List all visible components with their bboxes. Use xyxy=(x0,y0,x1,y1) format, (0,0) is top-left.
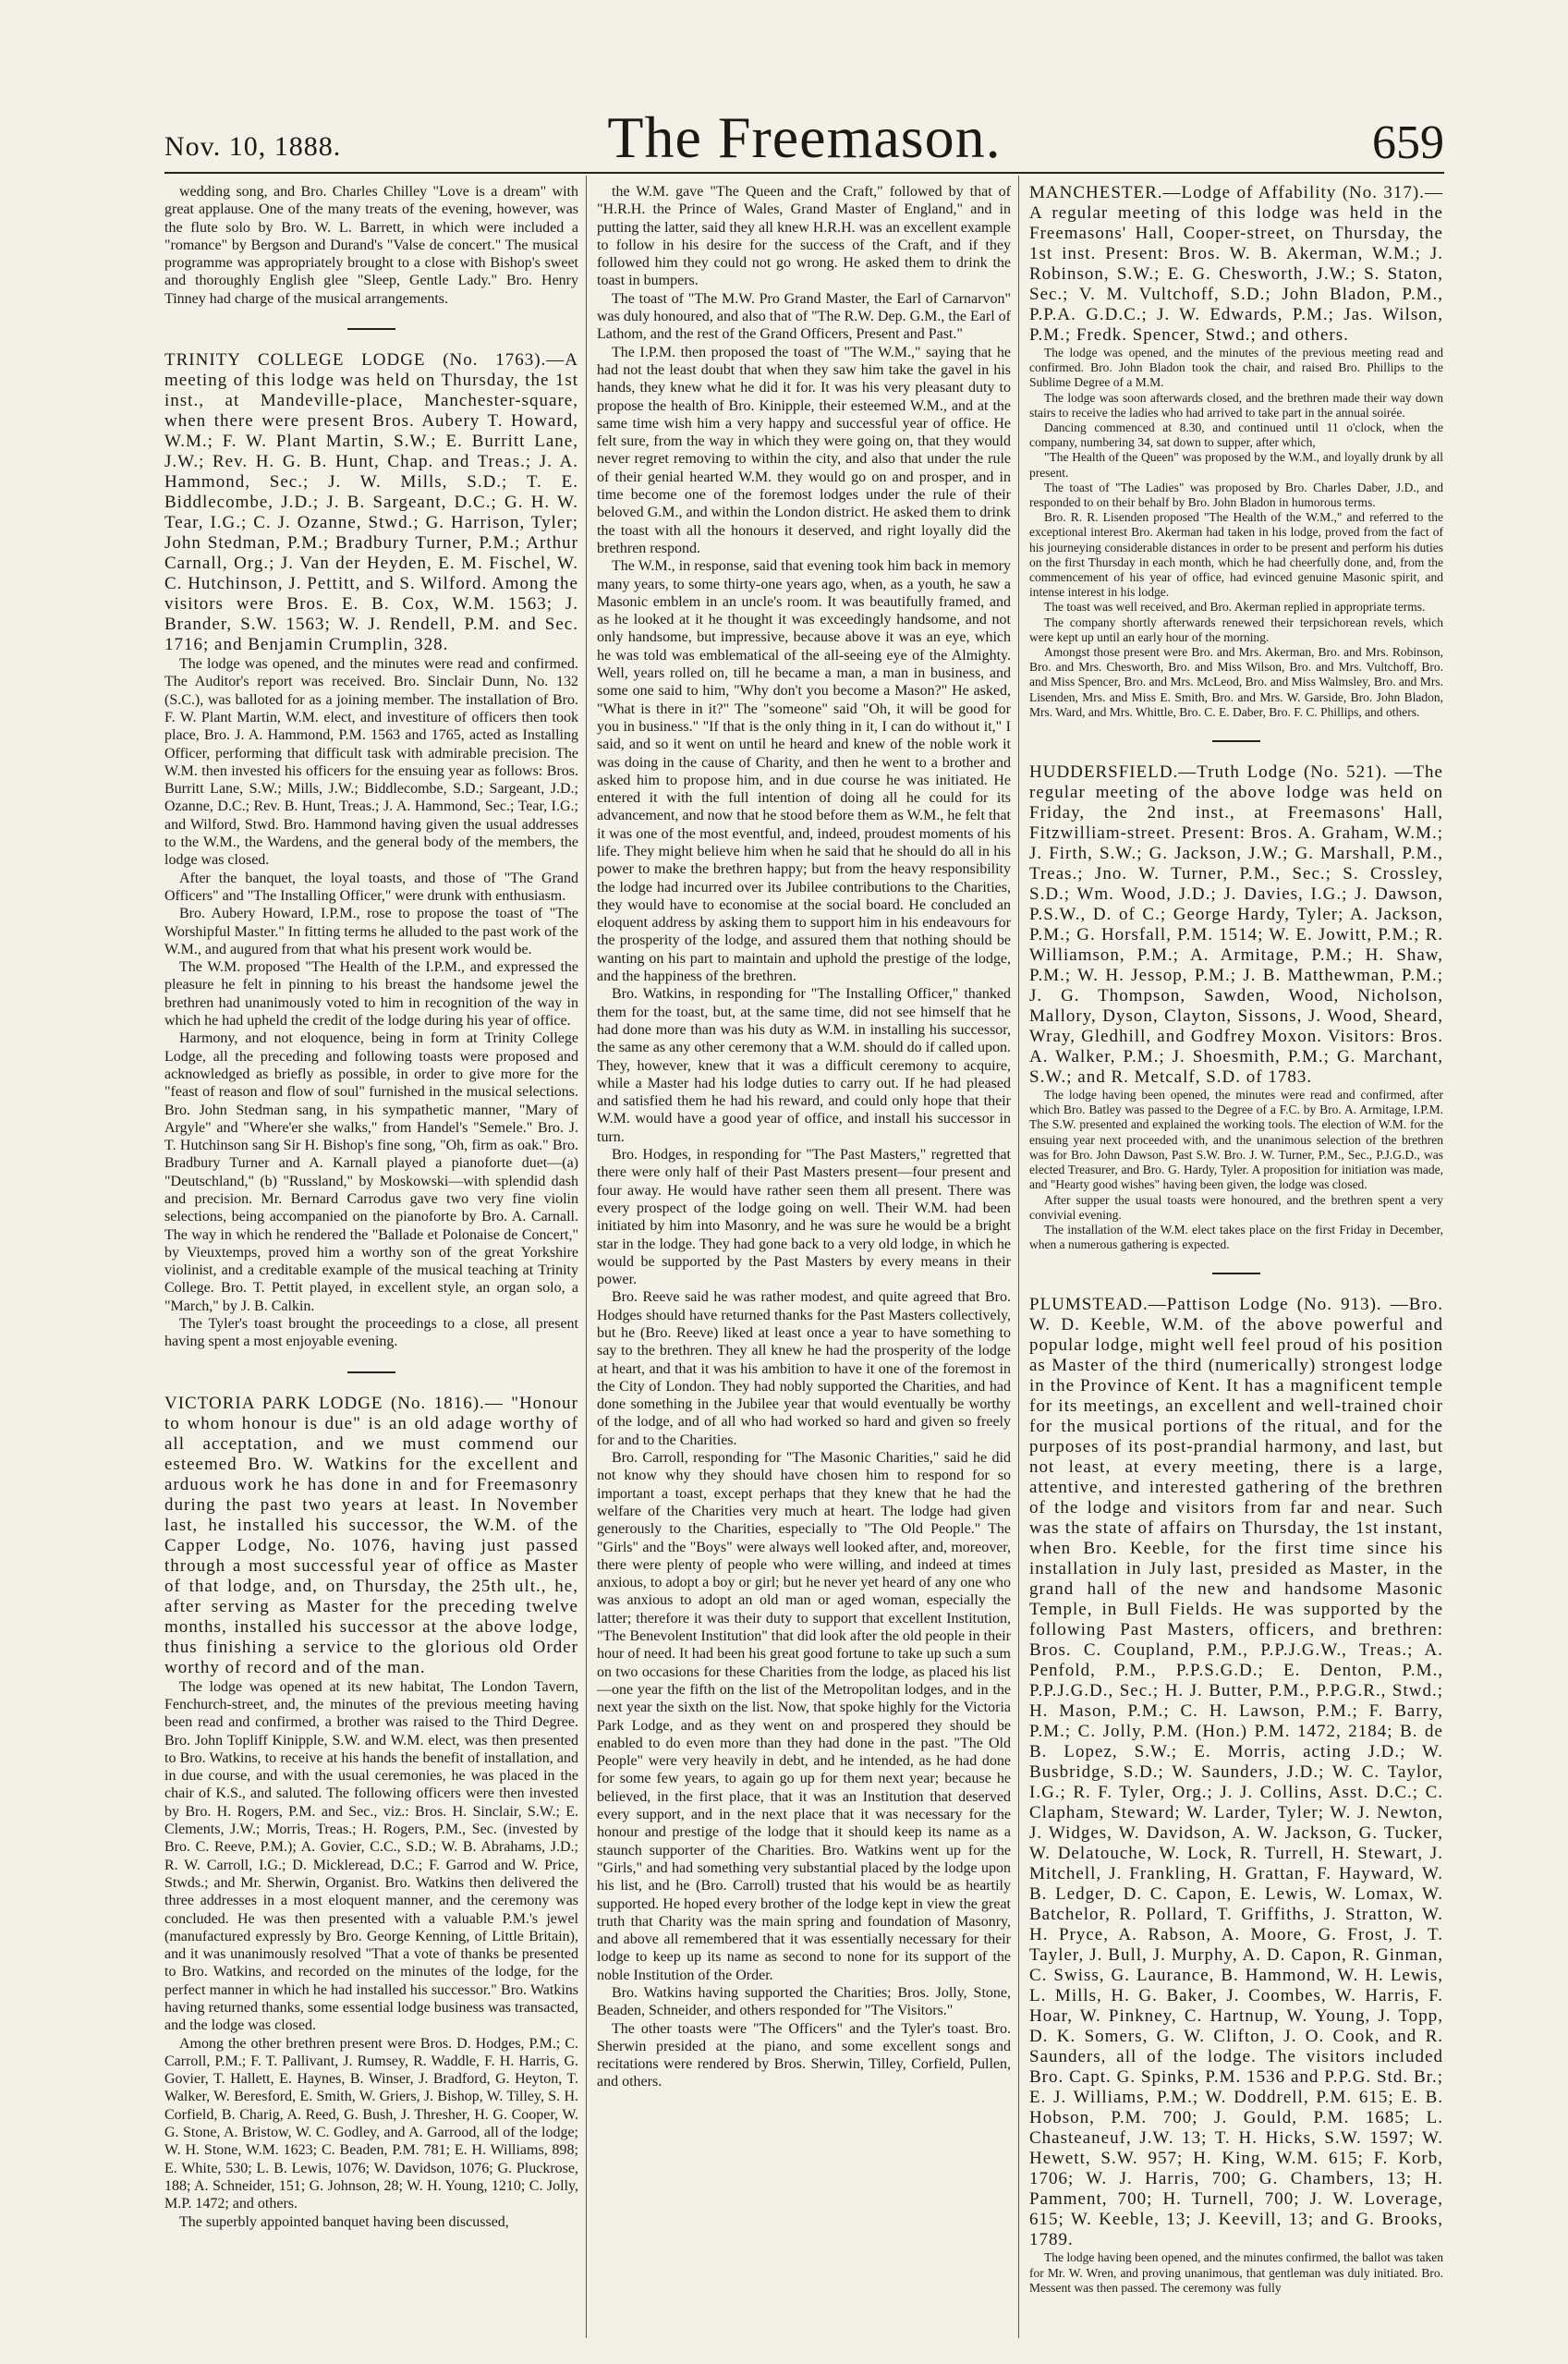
article-paragraph: Bro. R. R. Lisenden proposed "The Health of the W.M.," and referred to the exceptional interest Bro. Akerman had taken in his lodge, proved from the fact of his journeying considerable distances in order to be present and perform his duties on the first Thursday in each month, which he had cheerfully done, and, from the commencement of his year of office, had evinced genuine Masonic spirit, and intense interest in his lodge. xyxy=(1029,510,1443,600)
column-divider xyxy=(586,176,587,2338)
article-paragraph: After the banquet, the loyal toasts, and those of "The Grand Officers" and "The Installing Officer," were drunk with enthusiasm. xyxy=(164,870,578,904)
article-heading-paragraph: MANCHESTER.—Lodge of Affability (No. 317).—A regular meeting of this lodge was held in the Freemasons' Hall, Cooper-street, on Thursday, the 1st inst. Present: Bros. W. B. Akerman, W.M.; J. Robinson, S.W.; E. G. Chesworth, J.W.; S. Staton, Sec.; V. M. Vultchoff, S.D.; John Bladon, P.M., P.P.A. G.D.C.; J. W. Edwards, P.M.; Jas. Wilson, P.M.; Fredk. Spencer, Stwd.; and others. xyxy=(1029,183,1443,345)
article-paragraph: The W.M. proposed "The Health of the I.P.M., and expressed the pleasure he felt in pinning to his breast the handsome jewel the brethren had unanimously voted to him in recognition of the way in which he had upheld the credit of the lodge during his year of office. xyxy=(164,959,578,1030)
article-paragraph: The lodge was opened, and the minutes were read and confirmed. The Auditor's report was received. Bro. Sinclair Dunn, No. 132 (S.C.), was balloted for as a joining member. The installation of Bro. F. W. Plant Martin, W.M. elect, and investiture of officers then took place, Bro. J. A. Hammond, P.M. 1563 and 1765, acted as Installing Officer, performing that difficult task with admirable precision. The W.M. then invested his officers for the ensuing year as follows: Bros. Burritt Lane, S.W.; Mills, J.W.; Biddlecombe, S.D.; Sargeant, J.D.; Ozanne, D.C.; Rev. B. Hunt, Treas.; J. A. Hammond, Sec.; Tear, I.G.; and Wilford, Stwd. Bro. Hammond having given the usual addresses to the W.M., the Wardens, and the general body of the members, the lodge was closed. xyxy=(164,656,578,869)
issue-date: Nov. 10, 1888. xyxy=(164,131,342,162)
article-paragraph: The lodge was opened, and the minutes of the previous meeting read and confirmed. Bro. John Bladon took the chair, and raised Bro. Phillips to the Sublime Degree of a M.M. xyxy=(1029,346,1443,390)
article-paragraph: The W.M., in response, said that evening took him back in memory many years, to some thirty-one years ago, when, as a youth, he saw a Masonic emblem in an uncle's room. It was beautifully framed, and as he looked at it he thought it was exceedingly handsome, and not only handsome, but impressive, because above it was an eye, which he was told was emblematical of the all-seeing eye of the Almighty. Well, years rolled on, till he became a man, a man in business, and some one said to him, "Why don't you become a Mason?" He asked, "What is there in it?" The "someone" said "Oh, it will be good for you in business." "If that is the only thing in it, I can do without it," I said, and so it went on until he heard and knew of the noble work it was doing in the cause of Charity, and then he went to a brother and asked him to propose him, and in due course he was initiated. He entered it with the full intention of doing all he could for its advancement, and now that he stood before them as W.M., he felt that it was one of the most eventful, and, indeed, proudest moments of his life. They might believe him when he said that he should do all in his power to make the brethren happy; but from the heavy responsibility the lodge had incurred over its Jubilee contributions to the Charities, they would have to economise at the social board. He concluded an eloquent address by asking them to support him in his endeavours for the prosperity of the lodge, and assured them that nothing should be wanting on his part to maintain and uphold the prestige of the lodge, and the happiness of the brethren. xyxy=(597,558,1011,985)
article-paragraph: the W.M. gave "The Queen and the Craft," followed by that of "H.R.H. the Prince of Wales, Grand Master of England," and in putting the latter, said they all knew H.R.H. was an excellent example to follow in his desire for the success of the Craft, and if they followed him they could not go wrong. He asked them to drink the toast in bumpers. xyxy=(597,184,1011,289)
article-paragraph: Bro. Carroll, responding for "The Masonic Charities," said he did not know why they should have chosen him to respond for so important a toast, except perhaps that they knew that he had the welfare of the Charities very much at heart. The lodge had given generously to the Charities, especially to "The Old People." The "Girls" and the "Boys" were always well looked after, and, moreover, there were plenty of people who were willing, and indeed at times anxious, to adopt a boy or girl; but he never yet heard of any one who was anxious to adopt an old man or aged woman, especially the latter; therefore it was their duty to support that excellent Institution, "The Benevolent Institution" that did look after the old people in their hour of need. It had been his great good fortune to take up such a sum on two occasions for these Charities from the lodge, as placed his list—one year the fifth on the list of the Metropolitan lodges, and in the next year the sixth on the list. Now, that spoke highly for the Victoria Park Lodge, and as they went on and prospered they should be enabled to do even more than they had done in the past. "The Old People" were very heavily in debt, and he intended, as he had done for some few years, to again go up for them next year; because he believed, in the first place, that it was an Institution that deserved every support, and in the next place that it was necessary for the honour and prestige of the lodge that it should keep its name as a staunch supporter of the Charities. Bro. Watkins went up for the "Girls," and had something very substantial placed by the lodge upon his list, and he (Bro. Carroll) trusted that his would be as heartily supported. He hoped every brother of the lodge kept in view the great truth that Charity was the main spring and foundation of Masonry, and above all remembered that it was essentially necessary for their lodge to keep up its name as second to none for its support of the noble Institution of the Order. xyxy=(597,1450,1011,1983)
article-paragraph: The lodge was soon afterwards closed, and the brethren made their way down stairs to receive the ladies who had arrived to take part in the annual soirée. xyxy=(1029,390,1443,420)
article-paragraph: The installation of the W.M. elect takes place on the first Friday in December, when a numerous gathering is expected. xyxy=(1029,1222,1443,1252)
newspaper-title: The Freemason. xyxy=(607,104,1002,170)
article-paragraph: wedding song, and Bro. Charles Chilley "Love is a dream" with great applause. One of the many treats of the evening, however, was the flute solo by Bro. W. L. Barrett, in which were included a "romance" by Bergson and Durand's "Valse de concert." The musical programme was appropriately brought to a close with Bishop's sweet and thoroughly English glee "Sleep, Gentle Lady." Bro. Henry Tinney had charge of the musical arrangements. xyxy=(164,184,578,307)
masthead xyxy=(164,100,1444,176)
column-1 xyxy=(164,183,578,2332)
page-number: 659 xyxy=(1372,116,1444,169)
masthead-rule xyxy=(164,172,1444,174)
article-paragraph: Bro. Reeve said he was rather modest, and quite agreed that Bro. Hodges should have returned thanks for the Past Masters collectively, but he (Bro. Reeve) liked at least once a year to have something to say to the brethren. They all knew he had the prosperity of the lodge at heart, and that it was his ambition to have it one of the foremost in the City of London. They had nobly supported the Charities, and had done something in the Jubilee year that would eventually be worthy of the lodge, and of all who had worked so hard and given so freely for and to the Charities. xyxy=(597,1289,1011,1448)
article-separator-rule xyxy=(1212,740,1260,742)
article-paragraph: Dancing commenced at 8.30, and continued until 11 o'clock, when the company, numbering 34, sat down to supper, after which, xyxy=(1029,420,1443,450)
article-paragraph: The lodge having been opened, the minutes were read and confirmed, after which Bro. Batley was passed to the Degree of a F.C. by Bro. A. Armitage, I.P.M. The S.W. presented and explained the working tools. The election of W.M. for the ensuing year next proceeded with, and the unanimous selection of the brethren was for Bro. John Dawson, Past S.W. Bro. J. W. Turner, P.M., Sec., P.J.G.D., was elected Treasurer, and Bro. G. Hardy, Tyler. A proposition for initiation was made, and "Hearty good wishes" having been given, the lodge was closed. xyxy=(1029,1088,1443,1192)
article-paragraph: The toast was well received, and Bro. Akerman replied in appropriate terms. xyxy=(1044,600,1426,615)
article-paragraph: Bro. Watkins having supported the Charities; Bros. Jolly, Stone, Beaden, Schneider, and others responded for "The Visitors." xyxy=(597,1984,1011,2019)
article-paragraph: Harmony, and not eloquence, being in form at Trinity College Lodge, all the preceding and following toasts were proposed and acknowledged as briefly as possible, in order to give more for the "feast of reason and flow of soul" furnished in the musical selections. Bro. John Stedman sang, in his sympathetic manner, "Mary of Argyle" and "Where'er she walks," from Handel's "Semele." Bro. J. T. Hutchinson sang Sir H. Bishop's fine song, "Oh, firm as oak." Bro. Bradbury Turner and A. Karnall played a pianoforte duet—(a) "Deutschland," (b) "Russland," by Moskowski—with splendid dash and precision. Mr. Bernard Carrodus gave two very fine violin selections, being accompanied on the pianoforte by Bro. A. Carnall. The way in which he rendered the "Ballade et Polonaise de Concert," by Vieuxtemps, proved him a worthy son of the great Yorkshire violinist, and a creditable example of the musical teaching at Trinity College. Bro. T. Pettit played, in excellent style, an organ solo, a "March," by J. B. Calkin. xyxy=(164,1030,578,1314)
article-heading-paragraph: HUDDERSFIELD.—Truth Lodge (No. 521). —The regular meeting of the above lodge was held on Friday, the 2nd inst., at Freemasons' Hall, Fitzwilliam-street. Present: Bros. A. Graham, W.M.; J. Firth, S.W.; G. Jackson, J.W.; G. Marshall, P.M., Treas.; Jno. W. Turner, P.M., Sec.; S. Crossley, S.D.; Wm. Wood, J.D.; J. Davies, I.G.; J. Dawson, P.S.W., D. of C.; George Hardy, Tyler; A. Jackson, P.M.; G. Horsfall, P.M. 1514; W. E. Jowitt, P.M.; R. Williamson, P.M.; A. Armitage, P.M.; H. Shaw, P.M.; W. H. Jessop, P.M.; J. B. Matthewman, P.M.; J. G. Thompson, Sawden, Wood, Nicholson, Mallory, Dyson, Clayton, Sissons, J. Wood, Sheard, Wray, Gledhill, and Godfrey Moxon. Visitors: Bros. A. Walker, P.M.; J. Shoesmith, P.M.; G. Marchant, S.W.; and R. Metcalf, S.D. of 1783. xyxy=(1029,762,1443,1088)
column-2 xyxy=(597,183,1011,2332)
article-heading-paragraph: VICTORIA PARK LODGE (No. 1816).— "Honour to whom honour is due" is an old adage worthy of all acceptation, and we must commend our esteemed Bro. W. Watkins for the excellent and arduous work he has done in and for Freemasonry during the past two years at least. In November last, he installed his successor, the W.M. of the Capper Lodge, No. 1076, having just passed through a most successful year of office as Master of that lodge, and, on Thursday, the 25th ult., he, after serving as Master for the preceding twelve months, installed his successor at the above lodge, thus finishing a service to the glorious old Order worthy of record and of the man. xyxy=(164,1393,578,1677)
article-paragraph: "The Health of the Queen" was proposed by the W.M., and loyally drunk by all present. xyxy=(1029,450,1443,480)
article-paragraph: Bro. Hodges, in responding for "The Past Masters," regretted that there were only half of their Past Masters present—four present and four away. He would have rather seen them all present. There was every prospect of the lodge going on well. Their W.M. had been initiated by him into Masonry, and he was sure he would be a bright star in the lodge. They had gone back to a very old lodge, in which he would be supported by the Past Masters by every means in their power. xyxy=(597,1147,1011,1288)
article-paragraph: The lodge was opened at its new habitat, The London Tavern, Fenchurch-street, and, the minutes of the previous meeting having been read and confirmed, a brother was raised to the Third Degree. Bro. John Topliff Kinipple, S.W. and W.M. elect, was then presented to Bro. Watkins, to receive at his hands the benefit of installation, and in due course, and with the usual ceremonies, he was placed in the chair of K.S., and saluted. The following officers were then invested by Bro. H. Rogers, P.M. and Sec., viz.: Bros. H. Sinclair, S.W.; E. Clements, J.W.; Morris, Treas.; H. Rogers, P.M., Sec. (invested by Bro. C. Reeve, P.M.); A. Govier, C.C., S.D.; W. B. Abrahams, J.D.; R. W. Carroll, I.G.; D. Mickleread, D.C.; F. Garrod and W. Price, Stwds.; and Mr. Sherwin, Organist. Bro. Watkins then delivered the three addresses in a most eloquent manner, and the ceremony was concluded. He was then presented with a valuable P.M.'s jewel (manufactured expressly by Bro. George Kenning, of Little Britain), and it was unanimously resolved "That a vote of thanks be presented to Bro. Watkins, and recorded on the minutes of the lodge, for the perfect manner in which he had installed his successor." Bro. Watkins having returned thanks, some essential lodge business was transacted, and the lodge was closed. xyxy=(164,1678,578,2034)
article-paragraph: After supper the usual toasts were honoured, and the brethren spent a very convivial evening. xyxy=(1029,1192,1443,1222)
article-paragraph: Among the other brethren present were Bros. D. Hodges, P.M.; C. Carroll, P.M.; F. T. Pallivant, J. Rumsey, R. Waddle, F. H. Harris, G. Govier, T. Hallett, E. Haynes, B. Winser, J. Bradford, G. Heyton, T. Walker, W. Beresford, E. Smith, W. Griers, J. Bishop, W. Tilley, S. H. Corfield, B. Charig, A. Reed, G. Bush, J. Thresher, H. G. Cooper, W. G. Stone, A. Bristow, W. C. Godley, and A. Garrood, all of the lodge; W. H. Stone, W.M. 1623; C. Beaden, P.M. 781; E. H. Williams, 898; E. White, 530; L. B. Lewis, 1076; W. Davidson, 1076; G. Pluckrose, 188; A. Schneider, 151; G. Johnson, 28; W. H. Young, 1210; C. Jolly, M.P. 1472; and others. xyxy=(164,2035,578,2212)
article-heading-paragraph: PLUMSTEAD.—Pattison Lodge (No. 913). —Bro. W. D. Keeble, W.M. of the above powerful and popular lodge, might well feel proud of his position as Master of the third (numerically) strongest lodge in the Province of Kent. It has a magnificent temple for its meetings, an excellent and well-trained choir for the musical portions of the ritual, and for the purposes of its post-prandial harmony, and last, but not least, at every meeting, there is a large, attentive, and interested gathering of the brethren of the lodge and visitors from far and near. Such was the state of affairs on Thursday, the 1st instant, when Bro. Keeble, for the first time since his installation in July last, presided as Master, in the grand hall of the new and handsome Masonic Temple, in Bull Fields. He was supported by the following Past Masters, officers, and brethren: Bros. C. Coupland, P.M., P.P.J.G.W., Treas.; A. Penfold, P.M., P.P.S.G.D.; E. Denton, P.M., P.P.J.G.D., Sec.; H. J. Butter, P.M., P.P.G.R., Stwd.; H. Mason, P.M.; C. H. Lawson, P.M.; F. Barry, P.M.; C. Jolly, P.M. (Hon.) P.M. 1472, 2184; B. de B. Lopez, S.W.; E. Morris, acting J.D.; W. Busbridge, S.D.; W. Saunders, J.D.; W. C. Taylor, I.G.; R. F. Tyler, Org.; J. J. Collins, Asst. D.C.; C. Clapham, Steward; W. Larder, Tyler; W. J. Newton, J. Widges, W. Davidson, A. W. Jackson, G. Tucker, W. Delatouche, W. Lock, R. Turrell, H. Stewart, J. Mitchell, J. Frankling, H. Grattan, F. Hayward, W. B. Ledger, D. C. Capon, E. Lewis, W. Lomax, W. Batchelor, R. Pollard, T. Griffiths, J. Stratton, W. H. Pryce, A. Rabson, A. Moore, G. Frost, J. T. Tayler, J. Bull, J. Murphy, A. D. Capon, R. Ginman, C. Swiss, G. Laurance, B. Hammond, W. H. Lewis, L. Mills, H. G. Baker, J. Coombes, W. Harris, F. Hoar, W. Pinkney, C. Hartnup, W. Young, J. Topp, D. K. Somers, G. W. Clifton, J. O. Cook, and R. Saunders, all of the lodge. The visitors included Bro. Capt. G. Spinks, P.M. 1536 and P.P.G. Std. Br.; E. J. Williams, P.M.; W. Doddrell, P.M. 615; E. B. Hobson, P.M. 700; J. Gould, P.M. 1685; L. Chasteaneuf, J.W. 13; T. H. Hicks, S.W. 1597; W. Hewett, S.W. 957; H. King, W.M. 615; F. Korb, 1706; W. J. Harris, 700; G. Chambers, 13; H. Pamment, 700; H. Turnell, 700; J. W. Loverage, 615; W. Keeble, 13; J. Keevill, 13; and G. Brooks, 1789. xyxy=(1029,1295,1443,2250)
column-3 xyxy=(1029,183,1443,2332)
article-paragraph: The toast of "The M.W. Pro Grand Master, the Earl of Carnarvon" was duly honoured, and also that of "The R.W. Dep. G.M., the Earl of Lathom, and the rest of the Grand Officers, Present and Past." xyxy=(597,290,1011,343)
article-separator-rule xyxy=(347,328,395,330)
article-paragraph: The superbly appointed banquet having been discussed, xyxy=(179,2213,509,2230)
article-separator-rule xyxy=(347,1371,395,1373)
article-paragraph: Bro. Aubery Howard, I.P.M., rose to propose the toast of "The Worshipful Master." In fitting terms he alluded to the past work of the W.M., and augured from that what his present work would be. xyxy=(164,906,578,957)
article-paragraph: The company shortly afterwards renewed their terpsichorean revels, which were kept up until an early hour of the morning. xyxy=(1029,615,1443,644)
article-paragraph: The I.P.M. then proposed the toast of "The W.M.," saying that he had not the least doubt that when they saw him take the gavel in his hands, they knew what he did it for. It was his very pleasant duty to propose the health of Bro. Kinipple, their esteemed W.M., and at the same time wish him a very happy and successful year of office. He felt sure, from the way in which they were going on, that they would never regret removing to within the city, and also that under the rule of their genial hearted W.M. they would go on and prosper, and in time become one of the foremost lodges under the rule of their beloved G.M., and within the London district. He asked them to drink the toast with all the honours it deserved, and right loyally did the brethren respond. xyxy=(597,344,1011,556)
column-divider xyxy=(1018,176,1019,2338)
article-paragraph: The Tyler's toast brought the proceedings to a close, all present having spent a most enjoyable evening. xyxy=(164,1316,578,1350)
article-paragraph: Bro. Watkins, in responding for "The Installing Officer," thanked them for the toast, but, at the same time, did not see himself that he had done more than was his duty as W.M. in installing his successor, the same as any other ceremony that a W.M. should do if called upon. They, however, knew that it was a difficult ceremony to acquire, while a Master had his lodge duties to carry out. If he had pleased and satisfied them he had his reward, and could only hope that their W.M. would have a good year of office, and install his successor in turn. xyxy=(597,986,1011,1145)
article-heading-paragraph: TRINITY COLLEGE LODGE (No. 1763).—A meeting of this lodge was held on Thursday, the 1st inst., at Mandeville-place, Manchester-square, when there were present Bros. Aubery T. Howard, W.M.; F. W. Plant Martin, S.W.; E. Burritt Lane, J.W.; Rev. H. G. B. Hunt, Chap. and Treas.; J. A. Hammond, Sec.; J. W. Mills, S.D.; T. E. Biddlecombe, J.D.; J. B. Sargeant, D.C.; G. H. W. Tear, I.G.; C. J. Ozanne, Stwd.; G. Harrison, Tyler; John Stedman, P.M.; Bradbury Turner, P.M.; Arthur Carnall, Org.; J. Van der Heyden, E. M. Fischel, W. C. Hutchinson, J. Pettitt, and S. Wilford. Among the visitors were Bros. E. B. Cox, W.M. 1563; J. Brander, S.W. 1563; W. J. Rendell, P.M. and Sec. 1716; and Benjamin Crumplin, 328. xyxy=(164,350,578,655)
article-paragraph: The toast of "The Ladies" was proposed by Bro. Charles Daber, J.D., and responded to on their behalf by Bro. John Bladon in humorous terms. xyxy=(1029,480,1443,510)
article-paragraph: The other toasts were "The Officers" and the Tyler's toast. Bro. Sherwin presided at the piano, and some excellent songs and recitations were rendered by Bros. Sherwin, Tilley, Corfield, Pullen, and others. xyxy=(597,2020,1011,2090)
article-paragraph: Amongst those present were Bro. and Mrs. Akerman, Bro. and Mrs. Robinson, Bro. and Mrs. Chesworth, Bro. and Miss Wilson, Bro. and Mrs. Vultchoff, Bro. and Miss Spencer, Bro. and Mrs. McLeod, Bro. and Miss Walmsley, Bro. and Mrs. Lisenden, Mrs. and Miss E. Smith, Bro. and Mrs. W. Garside, Bro. John Bladon, Mrs. Ward, and Mrs. Whittle, Bro. C. E. Daber, Bro. F. C. Phillips, and others. xyxy=(1029,645,1443,719)
article-separator-rule xyxy=(1212,1273,1260,1274)
article-paragraph: The lodge having been opened, and the minutes confirmed, the ballot was taken for Mr. W. Wren, and proving unanimous, that gentleman was duly initiated. Bro. Messent was then passed. The ceremony was fully xyxy=(1029,2250,1443,2295)
